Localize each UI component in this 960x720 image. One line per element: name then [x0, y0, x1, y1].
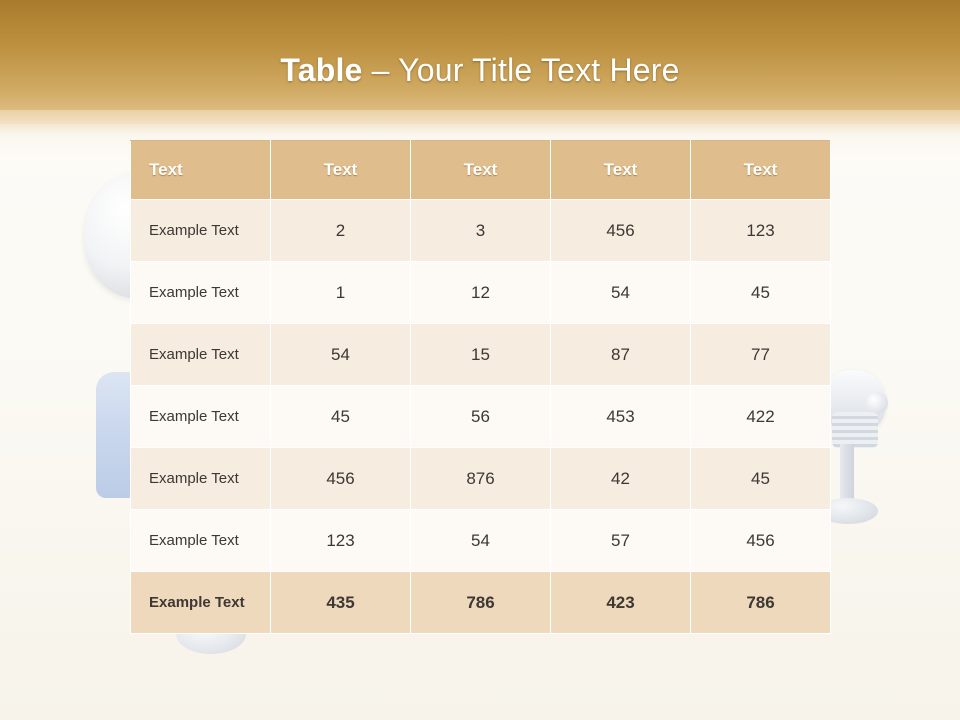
cell: 422	[691, 386, 831, 448]
cell: 2	[271, 200, 411, 262]
cell: 3	[411, 200, 551, 262]
page-title-separator: –	[362, 52, 399, 88]
cell: 435	[271, 572, 411, 634]
cell: 12	[411, 262, 551, 324]
cell: 42	[551, 448, 691, 510]
column-header-2[interactable]: Text	[411, 141, 551, 200]
page-title	[0, 52, 960, 89]
table-row-total	[131, 572, 831, 634]
table-row	[131, 262, 831, 324]
robot-neck-graphic	[840, 444, 854, 504]
cell: 45	[691, 262, 831, 324]
page-title-bold: Table	[280, 52, 363, 88]
column-header-3[interactable]: Text	[551, 141, 691, 200]
cell: 786	[411, 572, 551, 634]
table-row	[131, 324, 831, 386]
robot-stripes-graphic	[832, 412, 878, 448]
table-row	[131, 200, 831, 262]
page-title-light: Your Title Text Here	[398, 52, 680, 88]
robot-ear-graphic	[866, 392, 888, 414]
cell: 456	[691, 510, 831, 572]
cell: 77	[691, 324, 831, 386]
cell: 123	[691, 200, 831, 262]
cell: 54	[271, 324, 411, 386]
cell: 15	[411, 324, 551, 386]
cell: 123	[271, 510, 411, 572]
data-table-container	[130, 140, 830, 634]
column-header-4[interactable]: Text	[691, 141, 831, 200]
cell: 45	[691, 448, 831, 510]
cell: 876	[411, 448, 551, 510]
cell: 45	[271, 386, 411, 448]
cell: 456	[551, 200, 691, 262]
row-label: Example Text	[131, 262, 271, 324]
row-label: Example Text	[131, 510, 271, 572]
cell: 54	[411, 510, 551, 572]
table-body	[131, 200, 831, 634]
cell: 57	[551, 510, 691, 572]
table-header-row	[131, 141, 831, 200]
cell: 54	[551, 262, 691, 324]
column-header-1[interactable]: Text	[271, 141, 411, 200]
table-row	[131, 448, 831, 510]
table-row	[131, 386, 831, 448]
table-header	[131, 141, 831, 200]
data-table	[130, 140, 831, 634]
cell: 87	[551, 324, 691, 386]
row-label: Example Text	[131, 200, 271, 262]
cell: 423	[551, 572, 691, 634]
row-label: Example Text	[131, 572, 271, 634]
row-label: Example Text	[131, 448, 271, 510]
column-header-0[interactable]: Text	[131, 141, 271, 200]
cell: 1	[271, 262, 411, 324]
cell: 453	[551, 386, 691, 448]
table-row	[131, 510, 831, 572]
cell: 456	[271, 448, 411, 510]
row-label: Example Text	[131, 386, 271, 448]
cell: 786	[691, 572, 831, 634]
cell: 56	[411, 386, 551, 448]
row-label: Example Text	[131, 324, 271, 386]
